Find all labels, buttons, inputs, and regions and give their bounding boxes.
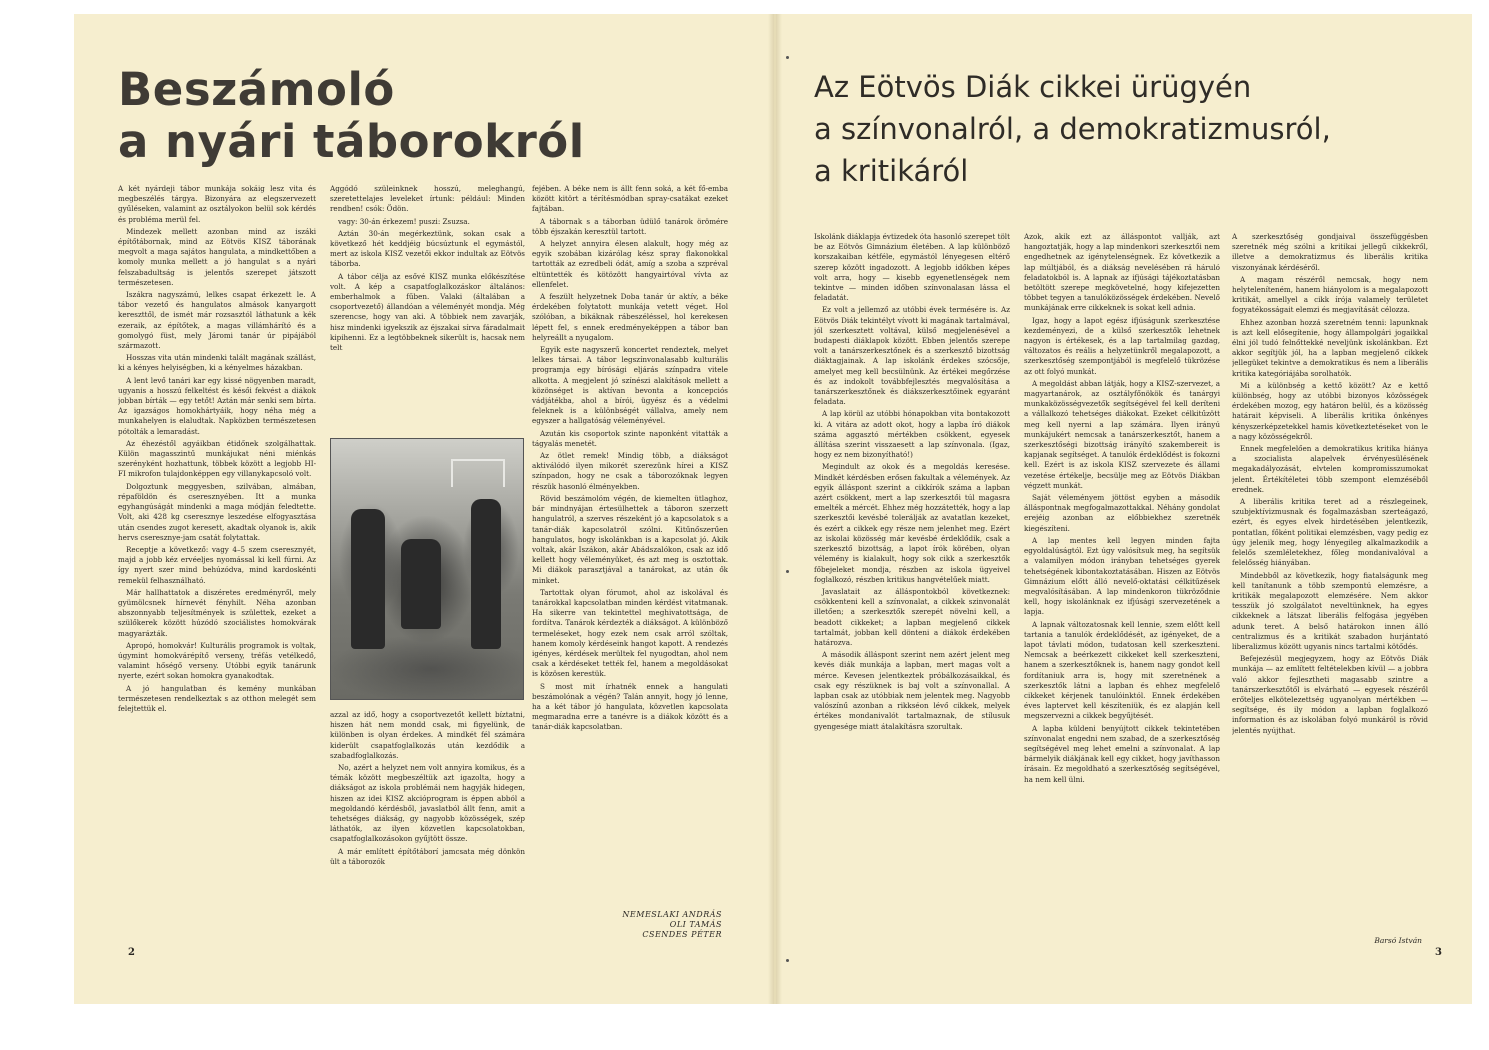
paragraph: A tábor célja az esővé KISZ munka előkészítése volt. A kép a csapatfoglalkozáskor általános: emberhalmok a fűben. Valaki (általában a csoportvezető) állandóan a véleményét mondja. Még szerencse, hogy van aki. A többiek nem zavarják, hisz mindenki igyekszik az éjszakai sírva fáradalmait kipihenni. Ez a legtöbbeknek sikerült is, hacsak nem telt: [330, 271, 525, 353]
paragraph: Iszákra nagyszámú, lelkes csapat érkezett le. A tábor vezető és hangulatos almások kanyargott kereszttől, de ismét már rozsasztól láthatunk a kék ezeraik, az építőtek, a magas villámhárító és a gomolygó füst, mely Járomi tanár úr pipájából származott.: [118, 290, 316, 351]
paragraph: Apropó, homokvár! Kulturális programok is voltak, úgymint homokvárépítő verseny, tréfás vetélkedő, valamint hőségő verseny. Utóbbi egyik tanárunk nyerte, ezért sokan homokra gyanakodtak.: [118, 640, 316, 681]
left-column-1: [118, 184, 316, 954]
paragraph: A szerkesztőség gondjaival összefüggésben szeretnék még szólni a kritikai jellegű cikkekről, illetve a demokratizmus és liberális kritika viszonyának kérdéséről.: [1232, 232, 1428, 272]
magazine-spread: [74, 14, 1472, 1004]
paragraph: Ez volt a jellemző az utóbbi évek termésére is. Az Eötvös Diák tekintélyt vívott ki magának tartalmával, jól szerkesztett voltával, külső megjelenésével a budapesti diáklapok között. Ebben jelentős szerepe volt a tanárszerkesztőnek és a szerkesztő bizottság diáktagjainak. A lap iskolánk érdekes szócsője, amelyet meg kell becsülnünk. Az értékei megőrzése és az indokolt továbbfejlesztés megvalósítása a tanárszerkesztőnek és diákszerkesztőinek egyaránt feladata.: [814, 305, 1010, 407]
print-mark: [786, 56, 789, 59]
print-mark: [786, 570, 789, 573]
camp-photo: [330, 438, 524, 700]
paragraph: A feszült helyzetnek Doba tanár úr aktív, a béke érdekében folytatott munkája vetett véget. Hol szólóban, a bikáknak rábeszéléssel, hol kerekesen lépett fel, s ennek eredményeképpen a tábor ban helyreállt a nyugalom.: [532, 292, 728, 342]
left-page: [74, 14, 776, 1004]
paragraph: Tartottak olyan fórumot, ahol az iskolával és tanárokkal kapcsolatban minden kérdést vitatmanak. Ha sikerre van tekintettel meghivatottsága, de fordítva. Tanárok kérdezték a diákságot. A különböző termeléseket, hogy ezek nem csak arról szóltak, hanem komoly kérdéseink hangot kapott. A rendezés igényes, kérdések merültek fel nyugodtan, ahol nem csak a kérdéseket tették fel, hanem a megoldásokat is közösen kerestük.: [532, 587, 728, 679]
paragraph: A jó hangulatban és kemény munkában természetesen rendelkeztak s az otthon melegét sem felejtettük el.: [118, 683, 316, 713]
right-column-1: [814, 232, 1010, 952]
paragraph: A két nyárdeji tábor munkája sokáig lesz vita és megbeszélés tárgya. Bizonyára az elegszervezett gyűléseken, valamint az osztályokon belül sok kérdés és probléma merül fel.: [118, 184, 316, 224]
author-name: CSENDES PÉTER: [642, 930, 722, 939]
paragraph: Azok, akik ezt az álláspontot vallják, azt hangoztatják, hogy a lap mindenkori szerkesztői nem engedhetnek az igénytelenségnek. Ez következik a lap múltjából, és a diákság nevelésében rá háruló feladatokból is. A lapnak az ifjúsági tájékoztatásban betöltött szerepe megkövetelné, hogy kifejezetten többet tegyen a tanulóközösségek érdekében. Nevelő munkájának erre cikkeknek is sokat kell adnia.: [1024, 232, 1220, 313]
paragraph: Mindebből az következik, hogy fiatalságunk meg kell tanítanunk a több szempontú elemzésre, a kritikák megalapozott elemzésére. Nem akkor tesszük jó szolgálatot neveltünknek, ha egyes cikkeknek a látszat liberális felfogása jegyében adunk teret. A belső határokon innen álló centralizmus és a kritikát szabadon hurjántató liberalizmus között ugyanis nincs tartalmi kötődés.: [1232, 570, 1428, 651]
paragraph: Ennek megfelelően a demokratikus kritika hiánya a szocialista alapelvek érvényesülésének megakadályozását, elvtelen kompromisszumokat jelent. Értékítéletei több szempont elemzéséből erednek.: [1232, 444, 1428, 494]
paragraph: Saját véleményem jöttöst egyben a második álláspontnak megfogalmazottakkal. Néhány gondolat erejéig azonban az előbbiekhez szeretnék kiegészíteni.: [1024, 493, 1220, 533]
author-name: OLI TAMÁS: [669, 920, 722, 929]
paragraph: A lap körül az utóbbi hónapokban vita bontakozott ki. A vitára az adott okot, hogy a lapba író diákok száma aggasztó mértékben csökkent, egyesek állítása szerint visszaesett a lap színvonala. (Igaz, hogy ez nem bizonyítható!): [814, 409, 1010, 460]
authors-signature: [532, 910, 722, 940]
paragraph: Megindult az okok és a megoldás keresése. Mindkét kérdésben erősen fakultak a vélemények. Az egyik álláspont szerint a cikkírók száma a lapban azért csökkent, mert a lap szerkesztői túl magasra emelték a mércét. Ehhez még hozzátették, hogy a lap szerkesztői kevésbé tolerálják az avatatlan kezeket, és ezért a cikkek egy része nem jelenhet meg. Ezért az iskolai közösség már kevésbé érdeklődik, csak a szerkesztő bizottság, a lapot írók körében, olyan vélemény is kialakult, hogy sok cikk a szerkesztők főbejeleket mondja, részben az iskola ügyeivel foglalkozó, részben kritikus hangvételűek miatt.: [814, 462, 1010, 584]
paragraph: Egyik este nagyszerű koncertet rendeztek, melyet lelkes társai. A tábor legszínvonalasabb kulturális programja egy bírósági eljárás színpadra vitele alkotta. A megjelent jó színészi alakítások mellett a közönséget is aktívan bevonta a koncepciós vádjátékba, ahol a bírói, ügyész és a védelmi feleknek is a különbségét vállalva, amely nem egyszer a hallgatóság véleményével.: [532, 345, 728, 426]
paragraph: A lapnak változatosnak kell lennie, szem előtt kell tartania a tanulók érdeklődését, az igényeket, de a lapot távlati módon, tudatosan kell szerkeszteni. Nemcsak a beérkezett cikkeket kell szerkeszteni, hanem a szerkesztőknek is, hanem nagy gondot kell fordítaniuk arra is, hogy mit szeretnének a szerkesztők látni a lapban és ehhez megfelelő cikkeket kérjenek tanulóinktól. Ennek érdekében éves laptervet kell készíteniük, és ez alapján kell megszervezni a cikkek begyűjtését.: [1024, 619, 1220, 721]
paragraph: azzal az idő, hogy a csoportvezetőt kellett bíztatni, hiszen hát nem mondd csak, mi figyelünk, de különben is olyan érdekes. A mindkét fél számára kiderült csapatfoglalkozás után kezdődik a szabadfoglalkozás.: [330, 710, 525, 760]
paragraph: Dolgoztunk meggyesben, szilvában, almában, répaföldön és cseresznyében. Itt a munka egyhangúságát mindenki a maga módján feledtette. Volt, aki 428 kg cseresznye leszedése elfogyasztása után csendes zugot keresett, akadtak olyanok is, akik hervs cseresznye-jam csatát folytattak.: [118, 481, 316, 542]
person-figure: [401, 539, 441, 629]
author-signature-right: Barsó István: [1374, 936, 1422, 945]
paragraph: vagy: 30-án érkezem! puszi: Zsuzsa.: [338, 216, 470, 226]
left-column-3: [532, 184, 728, 904]
paragraph: Mi a különbség a kettő között? Az e kettő különbség, hogy az utóbbi bizonyos közösségek érdekében mozog, egy határon belül, és a közösség határait képviseli. A liberális kritika önkényes kényszerképzetekkel hamis következtetéseket von le a nagy közösségekről.: [1232, 380, 1428, 441]
left-column-2-top: [330, 184, 525, 432]
paragraph: Aztán 30-án megérkeztünk, sokan csak a következő hét keddjéig búcsúztunk el egymástól, mert az iskola KISZ vezetői ekkor indultak az Eötvös táborba.: [330, 228, 525, 269]
paragraph: A lapba küldeni benyújtott cikkek tekintetében színvonalat engedni nem szabad, de a szerkesztőség segítségével meg lehet emelni a színvonalat. A lap bármelyik diákjának kell egy cikket, hogy javíthasson írásain. Ez megoldható a szerkesztőség segítségével, ha nem kell ülni.: [1024, 723, 1220, 784]
title-line: Beszámoló: [118, 63, 395, 116]
left-column-2-bottom: [330, 710, 525, 954]
paragraph: Azután kis csoportok szinte naponként vitatták a tágyalás menetét.: [532, 428, 728, 448]
paragraph: Az éhezéstől agyáikban étidőnek szolgálhattak. Külön magasszintű munkájukat néni miénkás szerényként hozhattunk, többek között a legjobb HI-FI mikrofon tulajdonképpen egy villanykapcsoló volt.: [118, 438, 316, 479]
right-page: [776, 14, 1472, 1004]
page-number: 3: [1435, 947, 1442, 958]
paragraph: Aggódó szüleinknek hosszú, meleghangú, szeretettelajes leveleket írtunk: például: Minden rendben! csók: Ödön.: [330, 184, 525, 214]
person-figure: [351, 509, 385, 649]
page-number: 2: [128, 947, 135, 958]
gutter-shadow: [776, 14, 782, 1004]
paragraph: Befejezésül megjegyzem, hogy az Eötvös Diák munkája — az említett feltételekben kívül — a jobbra való akkor fejlesztheti magasabb szintre a tanárszerkesztőtől is elvárható — egyesek részéről erőteljes elkötelezettség ugyanolyan mértékben — segítsége, és ily módon a lapban foglalkozó information és az iskolában folyó munkáról is rövid jelentés nyújthat.: [1232, 654, 1428, 735]
paragraph: A helyzet annyira élesen alakult, hogy még az egyik szobában kizárólag kész spray flakonokkal tartották az ezredbeli ódát, amíg a szoba a szpréval eltüntették és kötözött hangyairtóval vívta az ellenfelet.: [532, 239, 728, 289]
right-column-2: [1024, 232, 1220, 952]
title-line: a színvonalról, a demokratizmusról,: [814, 112, 1331, 146]
paragraph: Ehhez azonban hozzá szeretném tenni: lapunknak is azt kell elősegítenie, hogy állampolgári jogaikkal élni jól tudó felnőttekké neveljünk iskolánkban. Ezt akkor segítjük jól, ha a lapban megjelenő cikkek jellegüket tekintve a demokratikus és nem a liberális kritika kategóriájába sorolhatók.: [1232, 317, 1428, 378]
paragraph: Hosszas vita után mindenki talált magának szállást, ki a kényes helyiségben, ki a kényelmes házakban.: [118, 353, 316, 373]
paragraph: A magam részéről nemcsak, hogy nem helyteleníteném, hanem hiányolom is a megalapozott kritikát, amellyel a cikk írója valamely területet fogyatékosságait elemzi és megjavítását célozza.: [1232, 274, 1428, 315]
title-line: a kritikáról: [814, 154, 969, 188]
gutter-shadow: [768, 14, 774, 1004]
football-goal: [451, 459, 505, 487]
paragraph: No, azért a helyzet nem volt annyira komikus, és a témák között megbeszéltük azt igazolta, hogy a diákságot az iskola problémái nem hagyják hidegen, hiszen az idei KISZ akcióprogram is éppen abból a megoldandó kérdésből, javaslatból állt fenn, amit a tehetséges diákság, gy nagyobb közösségek, szép láthatók, az ilyen közvetlen kapcsolatokban, csapatfoglalkozásokon gyűjtött össze.: [330, 763, 525, 844]
paragraph: A megoldást abban látják, hogy a KISZ-szervezet, a magyartanárok, az osztályfőnökök és tanárgyi munkaközösségvezetők segítségével fel kell deríteni a vállalkozó tehetséges diákokat. Ezeket célkitűzött meg kell nyerni a lap számára. Ilyen irányú munkájukért nemcsak a tanárszerkesztőt, hanem a szerkesztőségi bizottság irányító szakembereit is kapjanak segítséget. A tanulók érdeklődést is fokozni kell. Ezért is az iskola KISZ szervezete és állami vezetése értékelje, becsülje meg az Eötvös Diákban végzett munkát.: [1024, 378, 1220, 490]
paragraph: Rövid beszámolóm végén, de kiemelten ütlaghoz, bár mindnyájan értesülhettek a táboron szerzett hangulatról, a szerves részeként jó a kapcsolatok s a tanár-diák kapcsolatról szólni. Kitűnőszerűen hangulatos, hogy iskolánkban is a kapcsolat jó. Akik voltak, akár Iszákon, akár Abádszalókon, csak az idő kellett hogy véleményüket, és azt meg is osztottak. Mi diákok parasztjával a tanárokat, az után ők minket.: [532, 493, 728, 585]
paragraph: A lap mentes kell legyen minden fajta egyoldalúságtól. Ezt úgy valósítsuk meg, ha segítsük a valamilyen módon irányban tehetséges gyerek tehetségének kibontakoztatásában. Hiszen az Eötvös Gimnázium előtt álló nevelő-oktatási célkitűzések megvalósításában. A lap mindenkoron tükröződnie kell, hogy iskolánknak ez ifjúsági szervezetének a lapja.: [1024, 535, 1220, 617]
paragraph: A már említett építőtáborí jamcsata még dönkön ült a táborozók: [330, 846, 525, 866]
paragraph: A tábornak s a táborban üdülő tanárok örömére több éjszakán keresztül tartott.: [532, 216, 728, 236]
paragraph: A liberális kritika teret ad a részlegeinek, szubjektívizmusnak és fogalmazásban szerteágazó, ezért, és egyes elvek hirdetésében jelentkezik, pontatlan, főként politikai elemzésben, vagy pedig ez úgy jelenik meg, hogy lényegileg alkalmazkodik a felelős szemléletekhez, főleg mondanivalóval a felelősség hiányában.: [1232, 497, 1428, 568]
person-figure: [471, 499, 501, 649]
author-name: NEMESLAKI ANDRÁS: [622, 910, 722, 919]
paragraph: Mindezek mellett azonban mind az iszáki építőtábornak, mind az Eötvös KISZ táborának megvolt a maga sajátos hangulata, a mindkettőben a komoly munka mellett a jó hangulat s a nyári felszabadultság is jelentős szerepet játszott természetesen.: [118, 226, 316, 287]
title-line: a nyári táborokról: [118, 115, 585, 168]
paragraph: Az ötlet remek! Mindig több, a diákságot aktiválódó ilyen mikorét szerezünk hírei a KISZ színpadon, hogy ne csak a táborozóknak legyen részük hasonló élményekben.: [532, 451, 728, 491]
article-title-right: [814, 66, 1331, 192]
paragraph: Már hallhattatok a diszéretes eredményről, mely gyümölcsnek hírnevét fényhilt. Néha azonban abszonnyabb teljesítmények is születtek, ezeket a szülőkerek között húzódó szociálistes homokvárak magyarázták.: [118, 587, 316, 638]
paragraph: Receptje a következő: vagy 4–5 szem cseresznyét, majd a jobb kéz ervéeljes nyomással ki kell fúrni. Az így nyert szer mind behúzódva, mind kardoskénti remekül felhasználható.: [118, 544, 316, 585]
paragraph: A lent levő tanári kar egy kissé nögyenben maradt, ugyanis a hosszú felkeltést és késői fekvést a diákok jobban bírták — egy tetőt! Aztán már senki sem bírta. Az igazságos homokhártyáik, hogy néha még a munkahelyen is elaludtak. Napközben természetesen pótolták a lemaradást.: [118, 375, 316, 436]
print-mark: [786, 959, 789, 962]
paragraph: S most mit írhatnék ennek a hangulati beszámolónak a végén? Talán annyit, hogy jó lenne, ha a két tábor jó hangulata, közvetlen kapcsolata megmaradna erre a tanévre is a diákok között és a tanár-diák kapcsolatban.: [532, 681, 728, 732]
paragraph: Igaz, hogy a lapot egész ifjúságunk szerkesztése kezdeményezi, de a külső szerkesztők lehetnek nagyon is értékesek, és a lap tartalmilag gazdag, változatos és reális a helyzetünkről megalapozott, a szerkesztőség szempontjából is megfelelő tükrözése az ott folyó munkát.: [1024, 315, 1220, 376]
paragraph: fejében. A béke nem is állt fenn soká, a két fő-emba között kitört a térítésmódban spray-csatákat ezeket fajtában.: [532, 184, 728, 214]
paragraph: Iskolánk diáklapja évtizedek óta hasonló szerepet tölt be az Eötvös Gimnázium életében. A lap különböző korszakaiban kétféle, egymástól lényegesen eltérő szerep között ingadozott. A legjobb időkben képes volt arra, hogy — kisebb egyenetlenségek nem tekintve — minden időben színvonalasan lássa el feladatát.: [814, 232, 1010, 303]
article-title-left: [118, 64, 585, 168]
right-column-3: [1232, 232, 1428, 932]
paragraph: A második álláspont szerint nem azért jelent meg kevés diák munkája a lapban, mert magas volt a mérce. Kevesen jelentkeztek próbálkozásaikkal, és csak egy részüknek is baj volt a színvonallal. A lapban csak az utóbbiak nem jelentek meg. Nagyobb valószínű azonban a rikkséon lévő cikkek, melyek értékes mondanivalót tartalmaznak, de stílusuk gyengesége miatt átalakításra szorultak.: [814, 650, 1010, 731]
title-line: Az Eötvös Diák cikkei ürügyén: [814, 70, 1252, 104]
paragraph: Javaslatait az álláspontokból következnek: csökkenteni kell a színvonalat, a cikkek szinvonalát illetően; a szerkesztők szerepét növelni kell, a beadott cikkeket; a lapban megjelenő cikkek tartalmát, jobban kell dönteni a diákok érdekében határozva.: [814, 586, 1010, 647]
